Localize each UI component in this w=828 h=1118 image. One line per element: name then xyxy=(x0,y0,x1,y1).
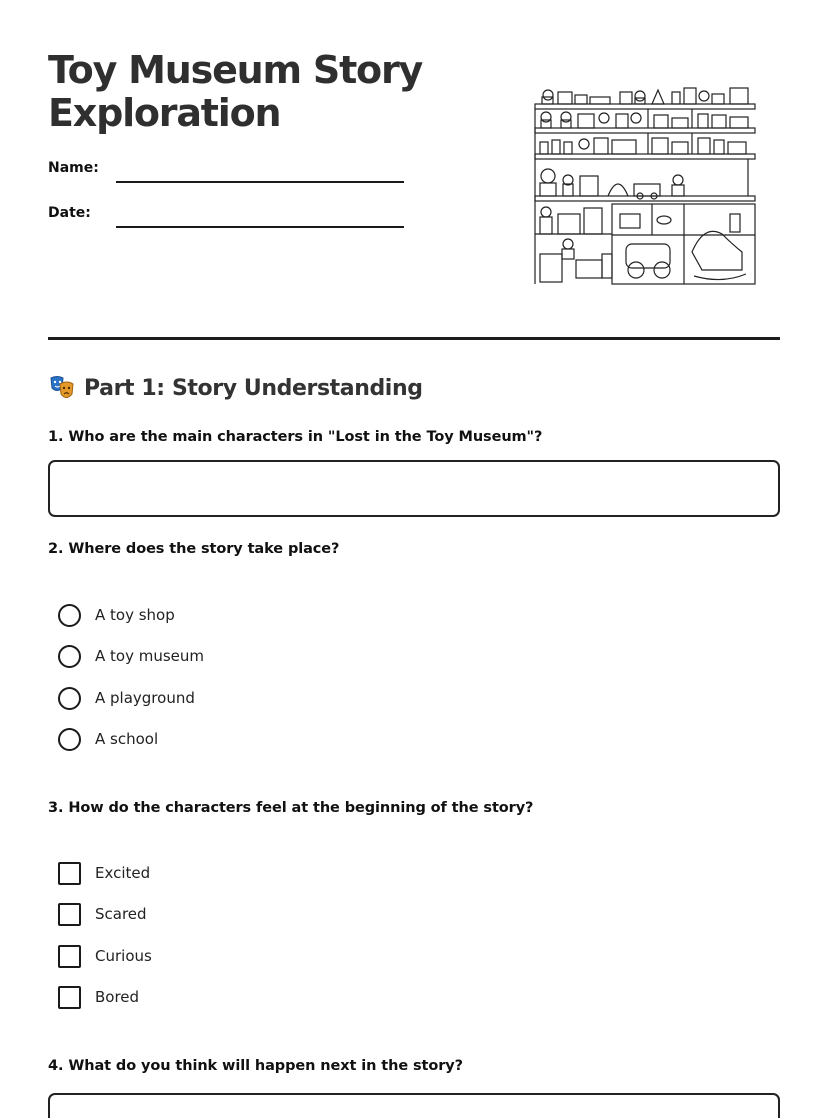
q2-option-4[interactable] xyxy=(58,727,158,751)
name-field[interactable] xyxy=(116,181,404,183)
toy-shelf-illustration xyxy=(532,84,758,288)
radio-button[interactable] xyxy=(58,687,81,710)
checkbox[interactable] xyxy=(58,862,81,885)
q2-option-3[interactable] xyxy=(58,686,195,710)
q3-option-1[interactable] xyxy=(58,861,150,885)
radio-button[interactable] xyxy=(58,604,81,627)
checkbox[interactable] xyxy=(58,903,81,926)
option-label: A playground xyxy=(95,689,195,707)
option-label: Curious xyxy=(95,947,152,965)
radio-button[interactable] xyxy=(58,728,81,751)
option-label: Bored xyxy=(95,988,140,1006)
radio-button[interactable] xyxy=(58,645,81,668)
option-label: Excited xyxy=(95,864,151,882)
date-label: Date: xyxy=(48,205,91,221)
question-1: 1. Who are the main characters in "Lost in the Toy Museum"? xyxy=(48,429,543,445)
q3-option-3[interactable] xyxy=(58,944,152,968)
section-heading xyxy=(48,374,423,402)
theater-masks-icon xyxy=(48,374,76,402)
q3-option-2[interactable] xyxy=(58,902,147,926)
checkbox[interactable] xyxy=(58,986,81,1009)
question-3: 3. How do the characters feel at the beginning of the story? xyxy=(48,800,534,816)
section-divider xyxy=(48,337,780,340)
answer-box-q1[interactable] xyxy=(48,460,780,517)
q3-option-4[interactable] xyxy=(58,985,139,1009)
name-label: Name: xyxy=(48,160,99,176)
checkbox[interactable] xyxy=(58,945,81,968)
option-label: A school xyxy=(95,730,159,748)
section-title: Part 1: Story Understanding xyxy=(84,375,423,401)
option-label: Scared xyxy=(95,905,147,923)
q2-option-1[interactable] xyxy=(58,603,175,627)
question-4: 4. What do you think will happen next in the story? xyxy=(48,1058,463,1074)
q2-option-2[interactable] xyxy=(58,644,204,668)
answer-box-q4[interactable] xyxy=(48,1093,780,1118)
date-field[interactable] xyxy=(116,226,404,228)
option-label: A toy shop xyxy=(95,606,175,624)
page-title: Toy Museum Story Exploration xyxy=(48,48,423,135)
option-label: A toy museum xyxy=(95,647,205,665)
question-2: 2. Where does the story take place? xyxy=(48,541,340,557)
